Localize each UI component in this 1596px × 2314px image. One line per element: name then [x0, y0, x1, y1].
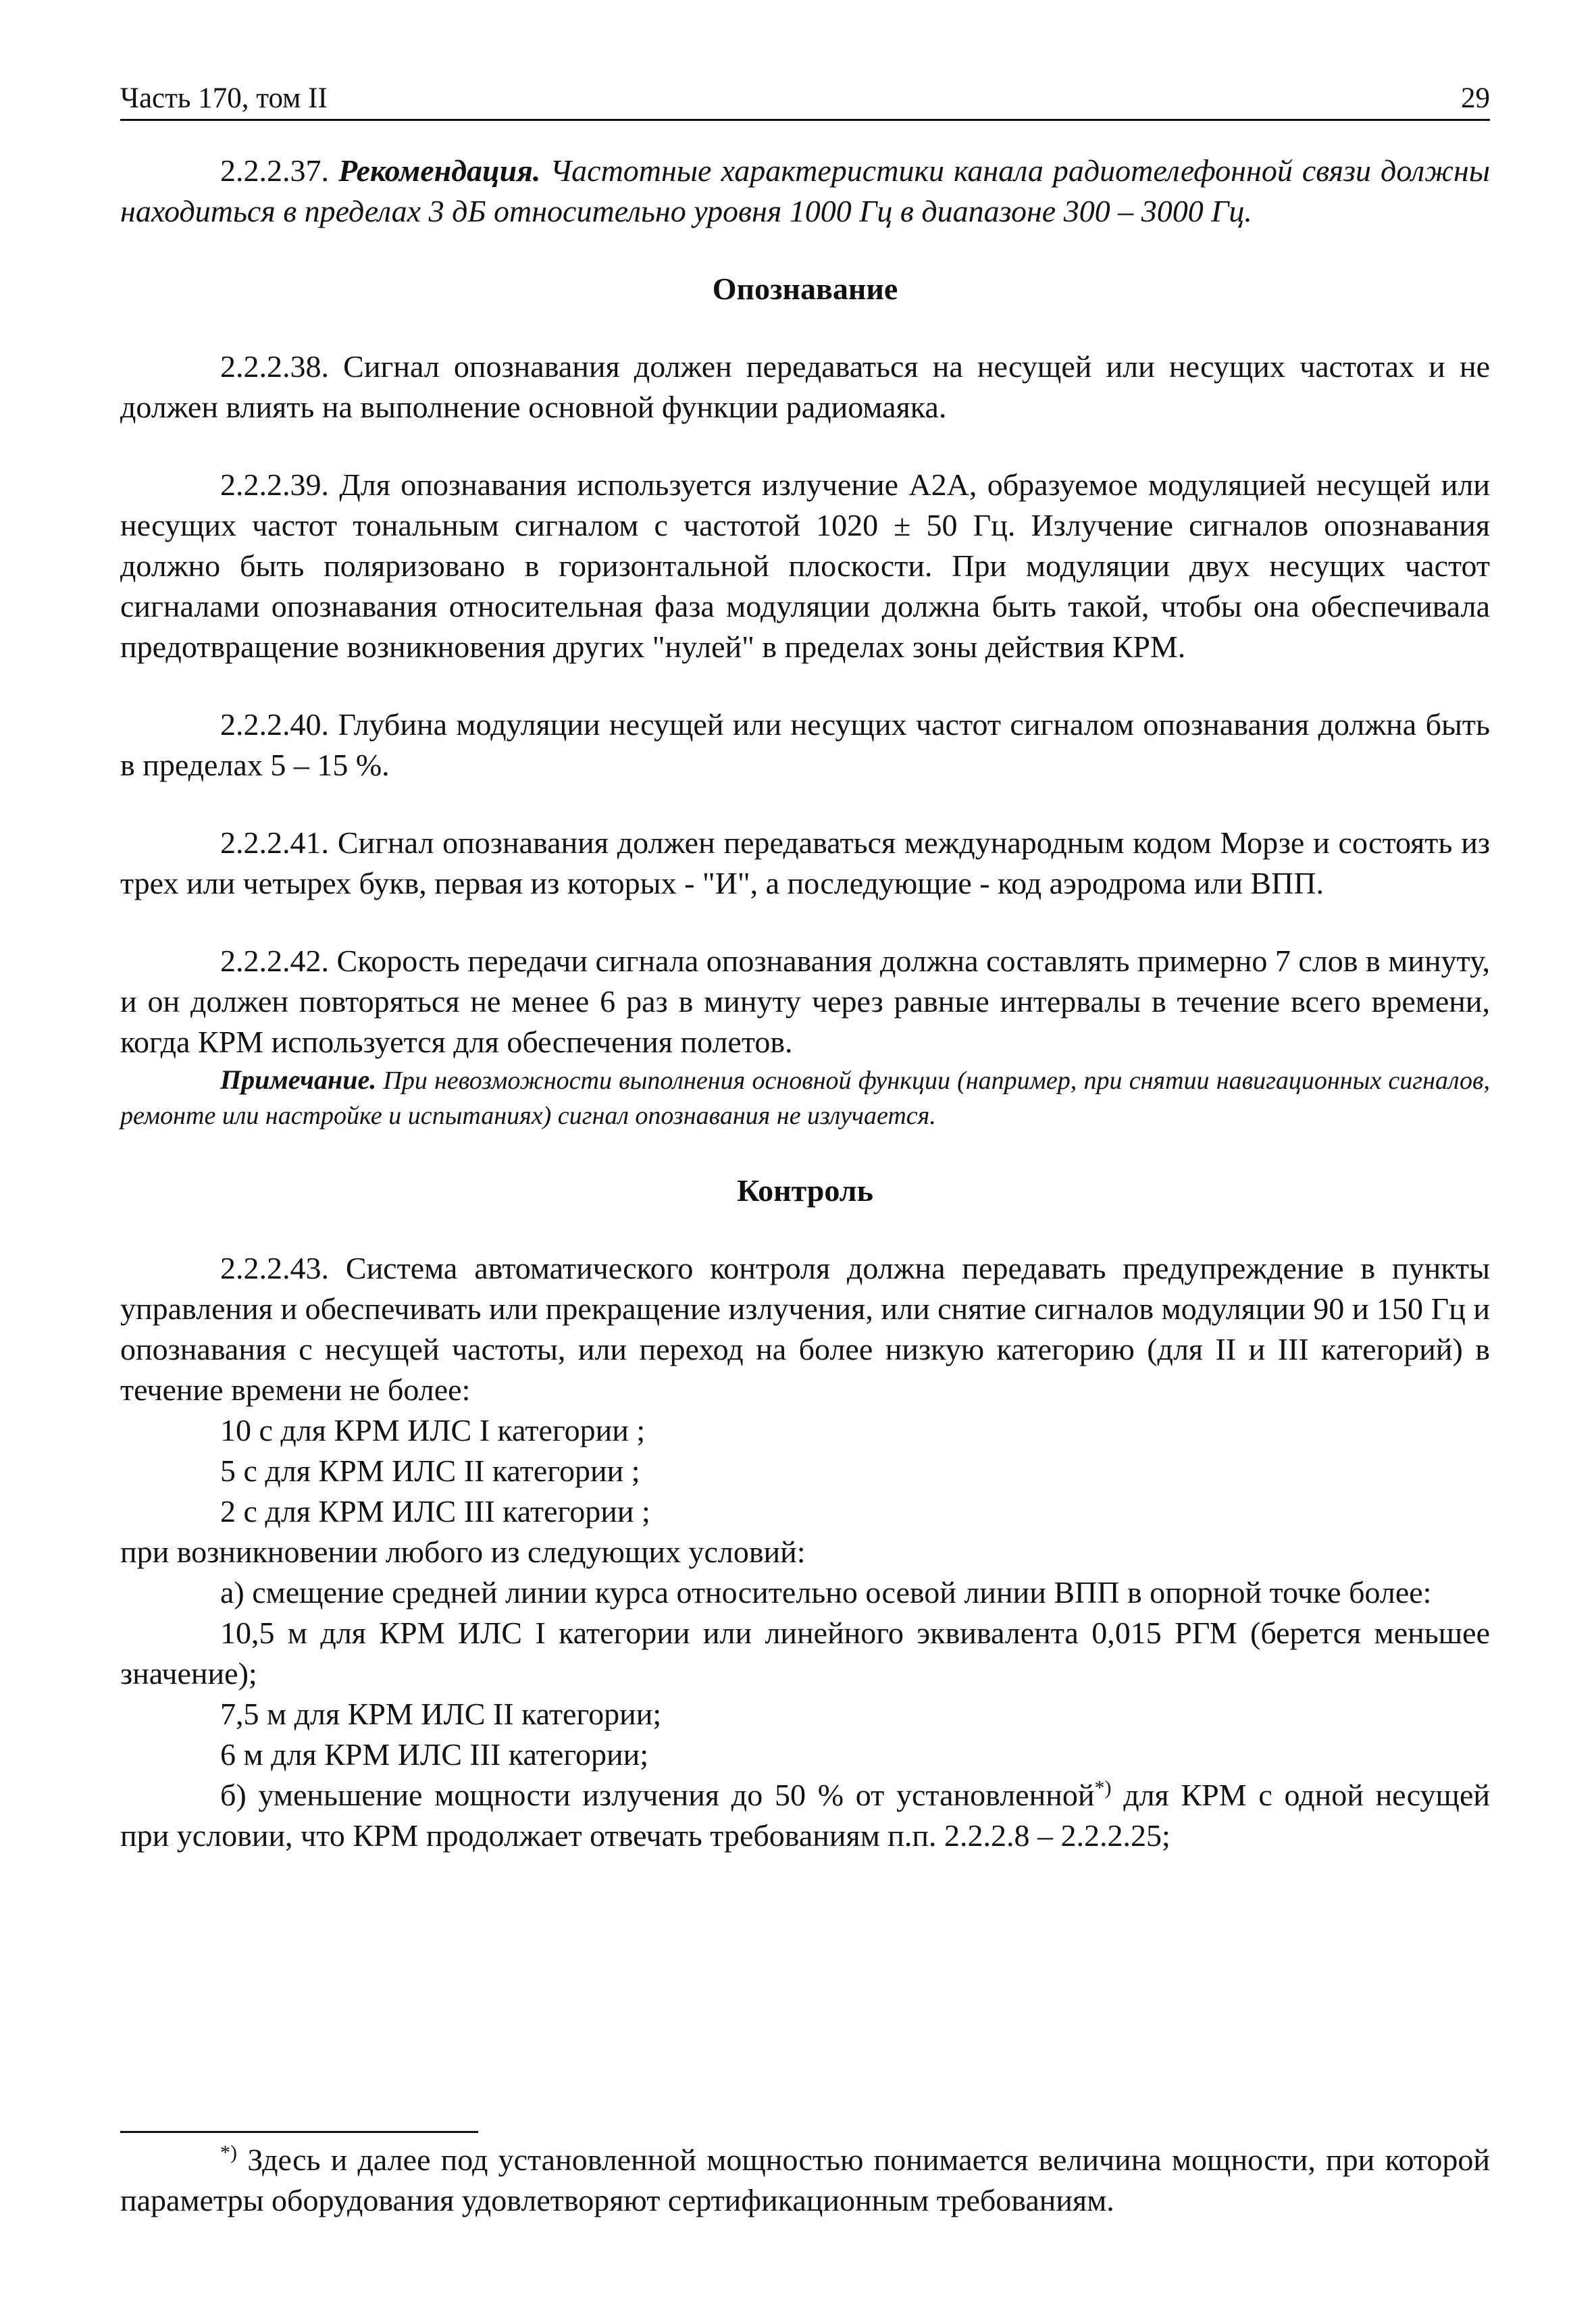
footnote-mark: *) [220, 2141, 237, 2164]
paragraph-2-2-2-41: 2.2.2.41. Сигнал опознавания должен передаваться международным кодом Морзе и состоять из трех или четырех букв, первая из которых - "И", а последующие - код аэродрома или ВПП. [120, 825, 1490, 900]
note [120, 1062, 1490, 1133]
paragraph-number: 2.2.2.37. [220, 153, 329, 188]
footnote-reference-mark: *) [1094, 1776, 1112, 1799]
page-body [120, 81, 1490, 1856]
page-number: 29 [1461, 82, 1490, 114]
header-part-volume: Часть 170, том II [120, 82, 328, 114]
condition-a-cat-1: 10,5 м для КРМ ИЛС I категории или линейного эквивалента 0,015 РГМ (берется меньшее значение); [120, 1616, 1490, 1691]
time-line-cat-1: 10 с для КРМ ИЛС I категории ; [220, 1413, 646, 1447]
note-text: При невозможности выполнения основной функции (например, при снятии навигационных сигналов, ремонте или настройке и испытаниях) сигнал опознавания не излучается. [120, 1066, 1491, 1130]
footnote-separator [120, 2131, 478, 2133]
conditions-intro: при возникновении любого из следующих условий: [120, 1535, 806, 1569]
condition-a: а) смещение средней линии курса относительно осевой линии ВПП в опорной точке более: [220, 1575, 1432, 1610]
condition-b-text-before: б) уменьшение мощности излучения до 50 % от установленной [220, 1778, 1095, 1812]
paragraph-2-2-2-40: 2.2.2.40. Глубина модуляции несущей или несущих частот сигналом опознавания должна быть в пределах 5 – 15 %. [120, 707, 1490, 782]
paragraph-2-2-2-43: 2.2.2.43. Система автоматического контроля должна передавать предупреждение в пункты управления и обеспечивать или прекращение излучения, или снятие сигналов модуляции 90 и 150 Гц и опознавания с несущей частоты, или переход на более низкую категорию (для II и III категорий) в течение времени не более: [120, 1251, 1490, 1407]
recommendation-text: Частотные характеристики канала радиотелефонной связи должны находиться в пределах 3 дБ относительно уровня 1000 Гц в диапазоне 300 – 3000 Гц. [120, 153, 1490, 228]
note-label: Примечание. [220, 1064, 377, 1095]
condition-a-cat-2: 7,5 м для КРМ ИЛС II категории; [220, 1697, 662, 1731]
footnote-text: Здесь и далее под установленной мощностью понимается величина мощности, при которой параметры оборудования удовлетворяют сертификационным требованиям. [120, 2142, 1490, 2217]
running-header [120, 81, 1490, 121]
paragraph-2-2-2-42: 2.2.2.42. Скорость передачи сигнала опознавания должна составлять примерно 7 слов в минуту, и он должен повторяться не менее 6 раз в минуту через равные интервалы в течение всего времени, когда КРМ используется для обеспечения полетов. [120, 944, 1490, 1059]
time-line-cat-2: 5 с для КРМ ИЛС II категории ; [220, 1454, 640, 1488]
condition-a-cat-3: 6 м для КРМ ИЛС III категории; [220, 1737, 648, 1772]
section-title-identification: Опознавание [712, 272, 898, 306]
paragraph-2-2-2-38: 2.2.2.38. Сигнал опознавания должен передаваться на несущей или несущих частотах и не должен влиять на выполнение основной функции радиомаяка. [120, 349, 1490, 424]
footnote [120, 2140, 1490, 2221]
paragraph-2-2-2-39: 2.2.2.39. Для опознавания используется излучение А2А, образуемое модуляцией несущей или несущих частот тональным сигналом с частотой 1020 ± 50 Гц. Излучение сигналов опознавания должно быть поляризовано в горизонтальной плоскости. При модуляции двух несущих частот сигналами опознавания относительная фаза модуляции должна быть такой, чтобы она обеспечивала предотвращение возникновения других "нулей" в пределах зоны действия КРМ. [120, 467, 1490, 664]
paragraph-2-2-2-37 [120, 151, 1490, 232]
recommendation-label: Рекомендация. [338, 153, 541, 188]
condition-b-text-after: для КРМ с одной несущей при условии, что КРМ продолжает отвечать требованиям п.п. 2.2.2.8 – 2.2.2.25; [120, 1778, 1491, 1853]
time-line-cat-3: 2 с для КРМ ИЛС III категории ; [220, 1494, 650, 1528]
condition-b [120, 1775, 1490, 1856]
section-title-control: Контроль [737, 1173, 873, 1208]
